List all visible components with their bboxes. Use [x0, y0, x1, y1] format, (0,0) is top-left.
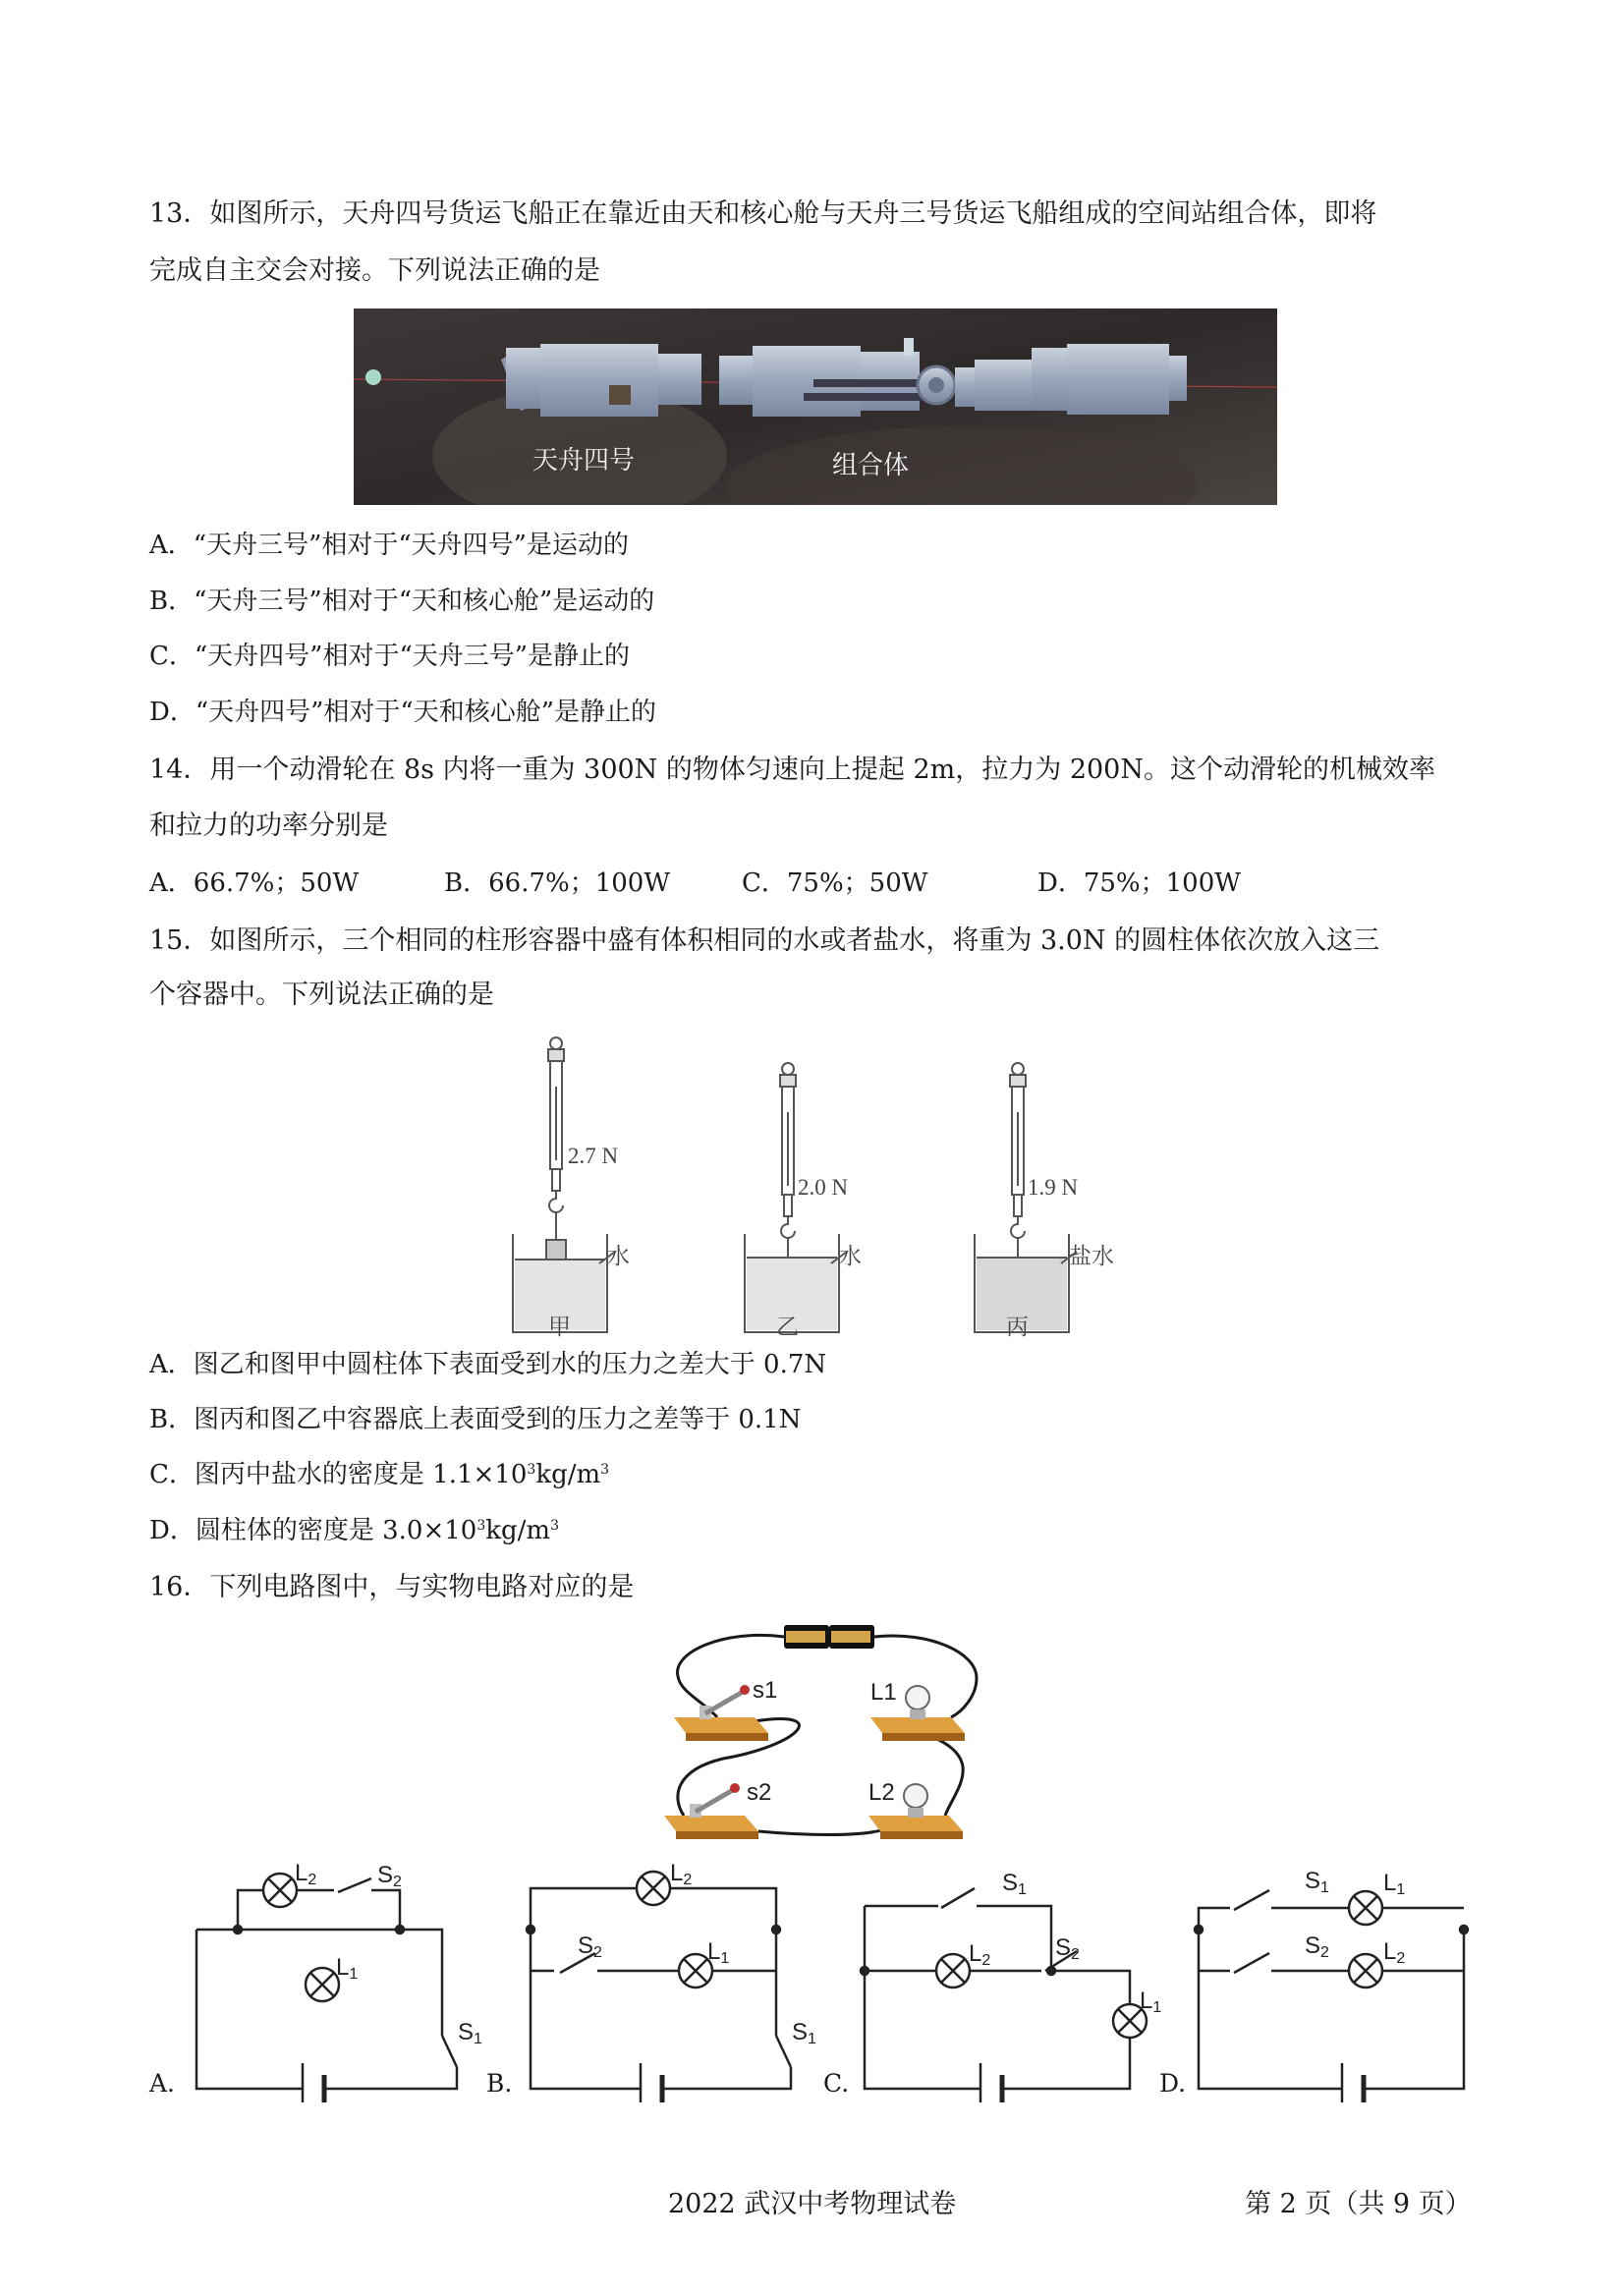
q16-option-c-letter: C. — [823, 2069, 850, 2098]
diagram-d-lamp-l1-icon — [1349, 1891, 1382, 1925]
diagram-b-label-l2: L2 — [670, 1860, 693, 1888]
q15-option-c: C．图丙中盐水的密度是 $1.1\times 10^3kg/m^3$ — [149, 1460, 610, 1489]
q14-stem-line2: 和拉力的功率分别是 — [149, 811, 388, 841]
photo-label-l2: L2 — [868, 1779, 895, 1806]
liquid-label-jia: 水 — [607, 1244, 630, 1268]
q15-option-a: A．图乙和图甲中圆柱体下表面受到水的压力之差大于 0.7N — [149, 1350, 827, 1379]
q15-stem-line1: 15．如图所示，三个相同的柱形容器中盛有体积相同的水或者盐水，将重为 3.0N 的圆柱体依次放入这三 — [149, 925, 1380, 956]
photo-label-assembly: 组合体 — [832, 450, 910, 479]
reading-bing: 1.9 N — [1028, 1175, 1079, 1200]
reading-jia: 2.7 N — [568, 1144, 619, 1168]
q13-option-a: A．“天舟三号”相对于“天舟四号”是运动的 — [149, 531, 629, 560]
q14-option-c: C．75%；50W — [742, 868, 928, 898]
footer-title: 2022 武汉中考物理试卷 — [668, 2189, 957, 2219]
diagram-a-label-s2: S2 — [377, 1862, 402, 1890]
diagram-a-lamp-l1-icon — [306, 1968, 339, 2001]
spring-balance-figure — [481, 1028, 1189, 1346]
target-dot-icon — [365, 369, 381, 385]
q14-stem-line1: 14．用一个动滑轮在 8s 内将一重为 300N 的物体匀速向上提起 2m，拉力为 200N。这个动滑轮的机械效率 — [149, 755, 1435, 785]
diagram-b-label-s2: S2 — [578, 1932, 602, 1961]
q16-option-a-letter: A. — [149, 2069, 176, 2098]
q16-option-b-letter: B. — [486, 2069, 513, 2098]
q14-option-b: B．66.7%；100W — [444, 868, 671, 898]
diagram-c-label-s1: S1 — [1002, 1870, 1027, 1898]
diagram-c-lamp-l2-icon — [936, 1954, 970, 1988]
diagram-d-label-l2: L2 — [1383, 1938, 1406, 1967]
q13-option-b: B．“天舟三号”相对于“天和核心舱”是运动的 — [149, 587, 655, 616]
caption-jia: 甲 — [548, 1315, 571, 1339]
photo-label-l1: L1 — [870, 1679, 897, 1706]
liquid-label-bing: 盐水 — [1069, 1244, 1114, 1268]
diagram-d — [1195, 1890, 1468, 2102]
diagram-c — [861, 1888, 1130, 2102]
diagram-b — [527, 1888, 791, 2102]
battery-icon — [784, 1625, 874, 1649]
q13-option-d: D．“天舟四号”相对于“天和核心舱”是静止的 — [149, 698, 657, 727]
q15-option-d: D．圆柱体的密度是 $3.0\times 10^3kg/m^3$ — [149, 1516, 559, 1545]
diagram-a-label-s1: S1 — [458, 2019, 482, 2047]
q16-stem: 16．下列电路图中，与实物电路对应的是 — [149, 1572, 635, 1602]
diagram-d-label-s1: S1 — [1305, 1868, 1329, 1896]
caption-bing: 丙 — [1006, 1315, 1029, 1339]
diagram-c-label-l2: L2 — [969, 1940, 991, 1969]
diagram-a-lamp-l2-icon — [263, 1874, 297, 1907]
q15-option-b: B．图丙和图乙中容器底上表面受到的压力之差等于 0.1N — [149, 1405, 802, 1434]
reading-yi: 2.0 N — [798, 1175, 849, 1200]
q14-option-d: D．75%；100W — [1037, 868, 1241, 898]
diagram-b-lamp-l2-icon — [637, 1872, 670, 1905]
diagram-a-label-l1: L1 — [336, 1954, 359, 1983]
space-station-photo — [354, 308, 1277, 505]
diagram-d-label-s2: S2 — [1305, 1932, 1329, 1961]
photo-label-s2: s2 — [747, 1779, 772, 1806]
q15-stem-line2: 个容器中。下列说法正确的是 — [149, 980, 494, 1010]
diagram-b-label-s1: S1 — [792, 2019, 816, 2047]
diagram-d-label-l1: L1 — [1383, 1870, 1406, 1898]
caption-yi: 乙 — [776, 1315, 799, 1339]
footer-page-number: 第 2 页（共 9 页） — [1245, 2189, 1472, 2219]
physical-circuit-photo — [664, 1623, 994, 1847]
setup-jia — [513, 1037, 615, 1332]
circuit-diagrams — [138, 1857, 1493, 2102]
q14-option-a: A．66.7%；50W — [149, 868, 360, 898]
q13-option-c: C．“天舟四号”相对于“天舟三号”是静止的 — [149, 642, 631, 671]
photo-label-s1: s1 — [753, 1677, 778, 1704]
liquid-label-yi: 水 — [839, 1244, 862, 1268]
diagram-a-label-l2: L2 — [295, 1860, 317, 1888]
diagram-b-label-l1: L1 — [707, 1938, 730, 1967]
diagram-d-lamp-l2-icon — [1349, 1954, 1382, 1988]
photo-label-tianzhou4: 天舟四号 — [532, 445, 636, 475]
diagram-c-label-l1: L1 — [1140, 1988, 1162, 2016]
q16-option-d-letter: D. — [1159, 2069, 1187, 2098]
diagram-c-label-s2: S2 — [1055, 1934, 1080, 1963]
q13-stem-line2: 完成自主交会对接。下列说法正确的是 — [149, 255, 600, 286]
q13-stem-line1: 13．如图所示，天舟四号货运飞船正在靠近由天和核心舱与天舟三号货运飞船组成的空间站组合体，即将 — [149, 198, 1377, 229]
